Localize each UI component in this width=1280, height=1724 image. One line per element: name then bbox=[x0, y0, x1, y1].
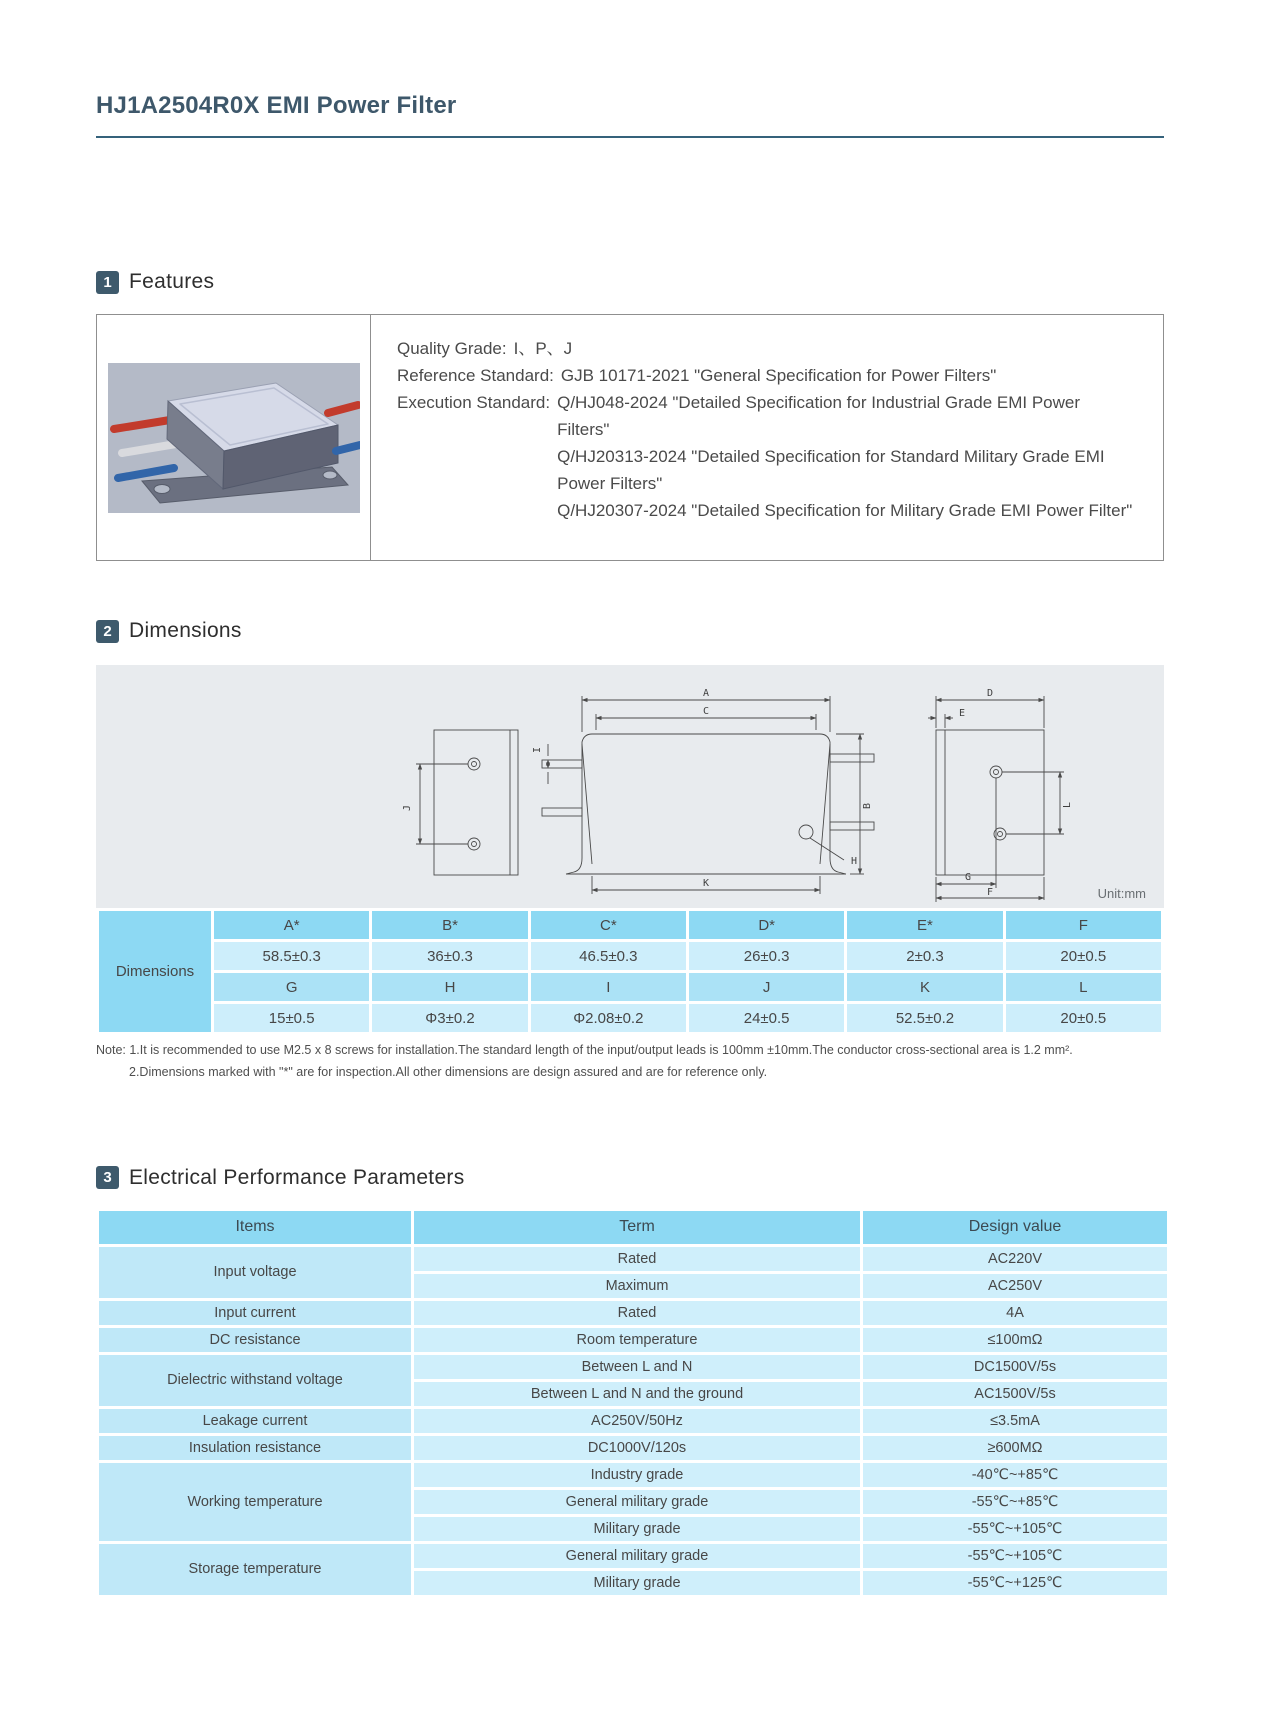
dim-header-cell: H bbox=[372, 973, 527, 1001]
dimensions-row-label: Dimensions bbox=[99, 911, 211, 1032]
dim-label-a: A bbox=[702, 687, 710, 699]
electrical-heading-row bbox=[96, 1166, 1164, 1190]
section-features bbox=[96, 270, 1164, 561]
title-divider bbox=[96, 136, 1164, 138]
section-number-badge: 1 bbox=[96, 271, 119, 294]
page-title: HJ1A2504R0X EMI Power Filter bbox=[96, 92, 457, 119]
dimensions-heading-row bbox=[96, 619, 1164, 643]
dim-label-g: G bbox=[964, 871, 972, 883]
dimensions-drawing-panel bbox=[96, 665, 1164, 908]
section-number-badge: 3 bbox=[96, 1166, 119, 1189]
dim-value-cell: 24±0.5 bbox=[689, 1004, 844, 1032]
quality-grade-value: I、P、J bbox=[513, 339, 573, 358]
execution-standard-values bbox=[557, 389, 1135, 524]
dim-label-k: K bbox=[702, 877, 710, 889]
dimensions-notes bbox=[96, 1040, 1164, 1084]
dim-label-d: D bbox=[986, 687, 994, 699]
dim-header-cell: A* bbox=[214, 911, 369, 939]
section-electrical bbox=[96, 1166, 1164, 1598]
table-row bbox=[99, 1409, 1167, 1433]
dim-value-cell: 15±0.5 bbox=[214, 1004, 369, 1032]
item-cell: Insulation resistance bbox=[99, 1436, 411, 1460]
item-cell: Storage temperature bbox=[99, 1544, 411, 1595]
item-cell: Leakage current bbox=[99, 1409, 411, 1433]
term-cell: Maximum bbox=[414, 1274, 860, 1298]
features-heading-row bbox=[96, 270, 1164, 294]
section-number-badge: 2 bbox=[96, 620, 119, 643]
dim-header-cell: K bbox=[847, 973, 1002, 1001]
value-cell: -40℃~+85℃ bbox=[863, 1463, 1167, 1487]
dim-value-cell: Φ2.08±0.2 bbox=[531, 1004, 686, 1032]
value-cell: ≤3.5mA bbox=[863, 1409, 1167, 1433]
value-cell: DC1500V/5s bbox=[863, 1355, 1167, 1379]
value-cell: -55℃~+125℃ bbox=[863, 1571, 1167, 1595]
note-line-1: Note: 1.It is recommended to use M2.5 x 8 screws for installation.The standard length of the input/output leads is 100mm ±10mm.The conductor cross-sectional area is 1.2 mm². bbox=[96, 1043, 1073, 1057]
quality-grade-label: Quality Grade: bbox=[397, 339, 507, 358]
section-title: Electrical Performance Parameters bbox=[129, 1165, 465, 1189]
table-row bbox=[99, 1355, 1167, 1379]
item-cell: Dielectric withstand voltage bbox=[99, 1355, 411, 1406]
dim-value-cell: 2±0.3 bbox=[847, 942, 1002, 970]
dim-label-c: C bbox=[702, 705, 710, 717]
dimensions-drawing bbox=[396, 672, 1086, 902]
term-cell: Between L and N bbox=[414, 1355, 860, 1379]
value-cell: 4A bbox=[863, 1301, 1167, 1325]
term-cell: Rated bbox=[414, 1247, 860, 1271]
dim-header-cell: L bbox=[1006, 973, 1161, 1001]
table-row bbox=[99, 942, 1161, 970]
dim-value-cell: 58.5±0.3 bbox=[214, 942, 369, 970]
dim-header-cell: D* bbox=[689, 911, 844, 939]
value-cell: -55℃~+105℃ bbox=[863, 1544, 1167, 1568]
table-row bbox=[99, 1004, 1161, 1032]
reference-standard-value: GJB 10171-2021 "General Specification for Power Filters" bbox=[560, 366, 997, 385]
term-cell: DC1000V/120s bbox=[414, 1436, 860, 1460]
dim-label-e: E bbox=[959, 707, 966, 719]
dim-header-cell: J bbox=[689, 973, 844, 1001]
value-cell: ≥600MΩ bbox=[863, 1436, 1167, 1460]
item-cell: Working temperature bbox=[99, 1463, 411, 1541]
value-cell: -55℃~+105℃ bbox=[863, 1517, 1167, 1541]
dim-value-cell: 20±0.5 bbox=[1006, 1004, 1161, 1032]
dim-label-h: H bbox=[851, 855, 858, 867]
section-title: Features bbox=[129, 270, 215, 293]
product-image-cell bbox=[97, 315, 371, 560]
unit-label: Unit:mm bbox=[1097, 886, 1146, 901]
table-row bbox=[99, 1436, 1167, 1460]
datasheet-page bbox=[96, 0, 1164, 1598]
term-cell: Military grade bbox=[414, 1571, 860, 1595]
table-header-row bbox=[99, 1211, 1167, 1244]
term-cell: General military grade bbox=[414, 1544, 860, 1568]
execution-standard-item: Q/HJ20313-2024 "Detailed Specification for Standard Military Grade EMI Power Filters" bbox=[557, 447, 1105, 493]
item-cell: Input voltage bbox=[99, 1247, 411, 1298]
item-cell: Input current bbox=[99, 1301, 411, 1325]
dim-value-cell: 26±0.3 bbox=[689, 942, 844, 970]
table-row bbox=[99, 1301, 1167, 1325]
value-cell: AC250V bbox=[863, 1274, 1167, 1298]
dim-header-cell: G bbox=[214, 973, 369, 1001]
reference-standard-label: Reference Standard: bbox=[397, 366, 554, 385]
col-header-design-value: Design value bbox=[863, 1211, 1167, 1244]
table-row bbox=[99, 973, 1161, 1001]
term-cell: Room temperature bbox=[414, 1328, 860, 1352]
dim-label-j: J bbox=[402, 804, 413, 811]
dim-header-cell: C* bbox=[531, 911, 686, 939]
col-header-term: Term bbox=[414, 1211, 860, 1244]
dim-value-cell: Φ3±0.2 bbox=[372, 1004, 527, 1032]
electrical-table bbox=[96, 1208, 1170, 1598]
dimensions-table bbox=[96, 908, 1164, 1035]
dim-header-cell: E* bbox=[847, 911, 1002, 939]
dim-value-cell: 52.5±0.2 bbox=[847, 1004, 1002, 1032]
value-cell: -55℃~+85℃ bbox=[863, 1490, 1167, 1514]
dim-value-cell: 20±0.5 bbox=[1006, 942, 1161, 970]
section-dimensions bbox=[96, 619, 1164, 1084]
dim-label-l: L bbox=[1062, 801, 1073, 808]
item-cell: DC resistance bbox=[99, 1328, 411, 1352]
term-cell: General military grade bbox=[414, 1490, 860, 1514]
value-cell: ≤100mΩ bbox=[863, 1328, 1167, 1352]
product-image bbox=[108, 363, 360, 513]
value-cell: AC1500V/5s bbox=[863, 1382, 1167, 1406]
dim-header-cell: I bbox=[531, 973, 686, 1001]
col-header-items: Items bbox=[99, 1211, 411, 1244]
features-panel bbox=[96, 314, 1164, 561]
reference-standard-row bbox=[397, 362, 1135, 389]
dim-value-cell: 46.5±0.3 bbox=[531, 942, 686, 970]
note-line-2: 2.Dimensions marked with "*" are for inspection.All other dimensions are design assured and are for reference only. bbox=[129, 1064, 768, 1079]
dim-value-cell: 36±0.3 bbox=[372, 942, 527, 970]
dim-header-cell: F bbox=[1006, 911, 1161, 939]
execution-standard-row bbox=[397, 389, 1135, 524]
dim-label-b: B bbox=[862, 802, 873, 809]
table-row bbox=[99, 911, 1161, 939]
dim-label-i: I bbox=[532, 746, 543, 753]
term-cell: AC250V/50Hz bbox=[414, 1409, 860, 1433]
features-text bbox=[371, 315, 1163, 560]
dim-header-cell: B* bbox=[372, 911, 527, 939]
execution-standard-label: Execution Standard: bbox=[397, 393, 551, 412]
term-cell: Rated bbox=[414, 1301, 860, 1325]
execution-standard-item: Q/HJ20307-2024 "Detailed Specification for Military Grade EMI Power Filter" bbox=[557, 501, 1133, 520]
term-cell: Military grade bbox=[414, 1517, 860, 1541]
execution-standard-item: Q/HJ048-2024 "Detailed Specification for Industrial Grade EMI Power Filters" bbox=[557, 393, 1081, 439]
table-row bbox=[99, 1247, 1167, 1271]
table-row bbox=[99, 1328, 1167, 1352]
term-cell: Industry grade bbox=[414, 1463, 860, 1487]
table-row bbox=[99, 1463, 1167, 1487]
quality-grade-row bbox=[397, 335, 1135, 362]
dim-label-f: F bbox=[986, 886, 994, 898]
section-title: Dimensions bbox=[129, 619, 242, 642]
value-cell: AC220V bbox=[863, 1247, 1167, 1271]
term-cell: Between L and N and the ground bbox=[414, 1382, 860, 1406]
table-row bbox=[99, 1544, 1167, 1568]
